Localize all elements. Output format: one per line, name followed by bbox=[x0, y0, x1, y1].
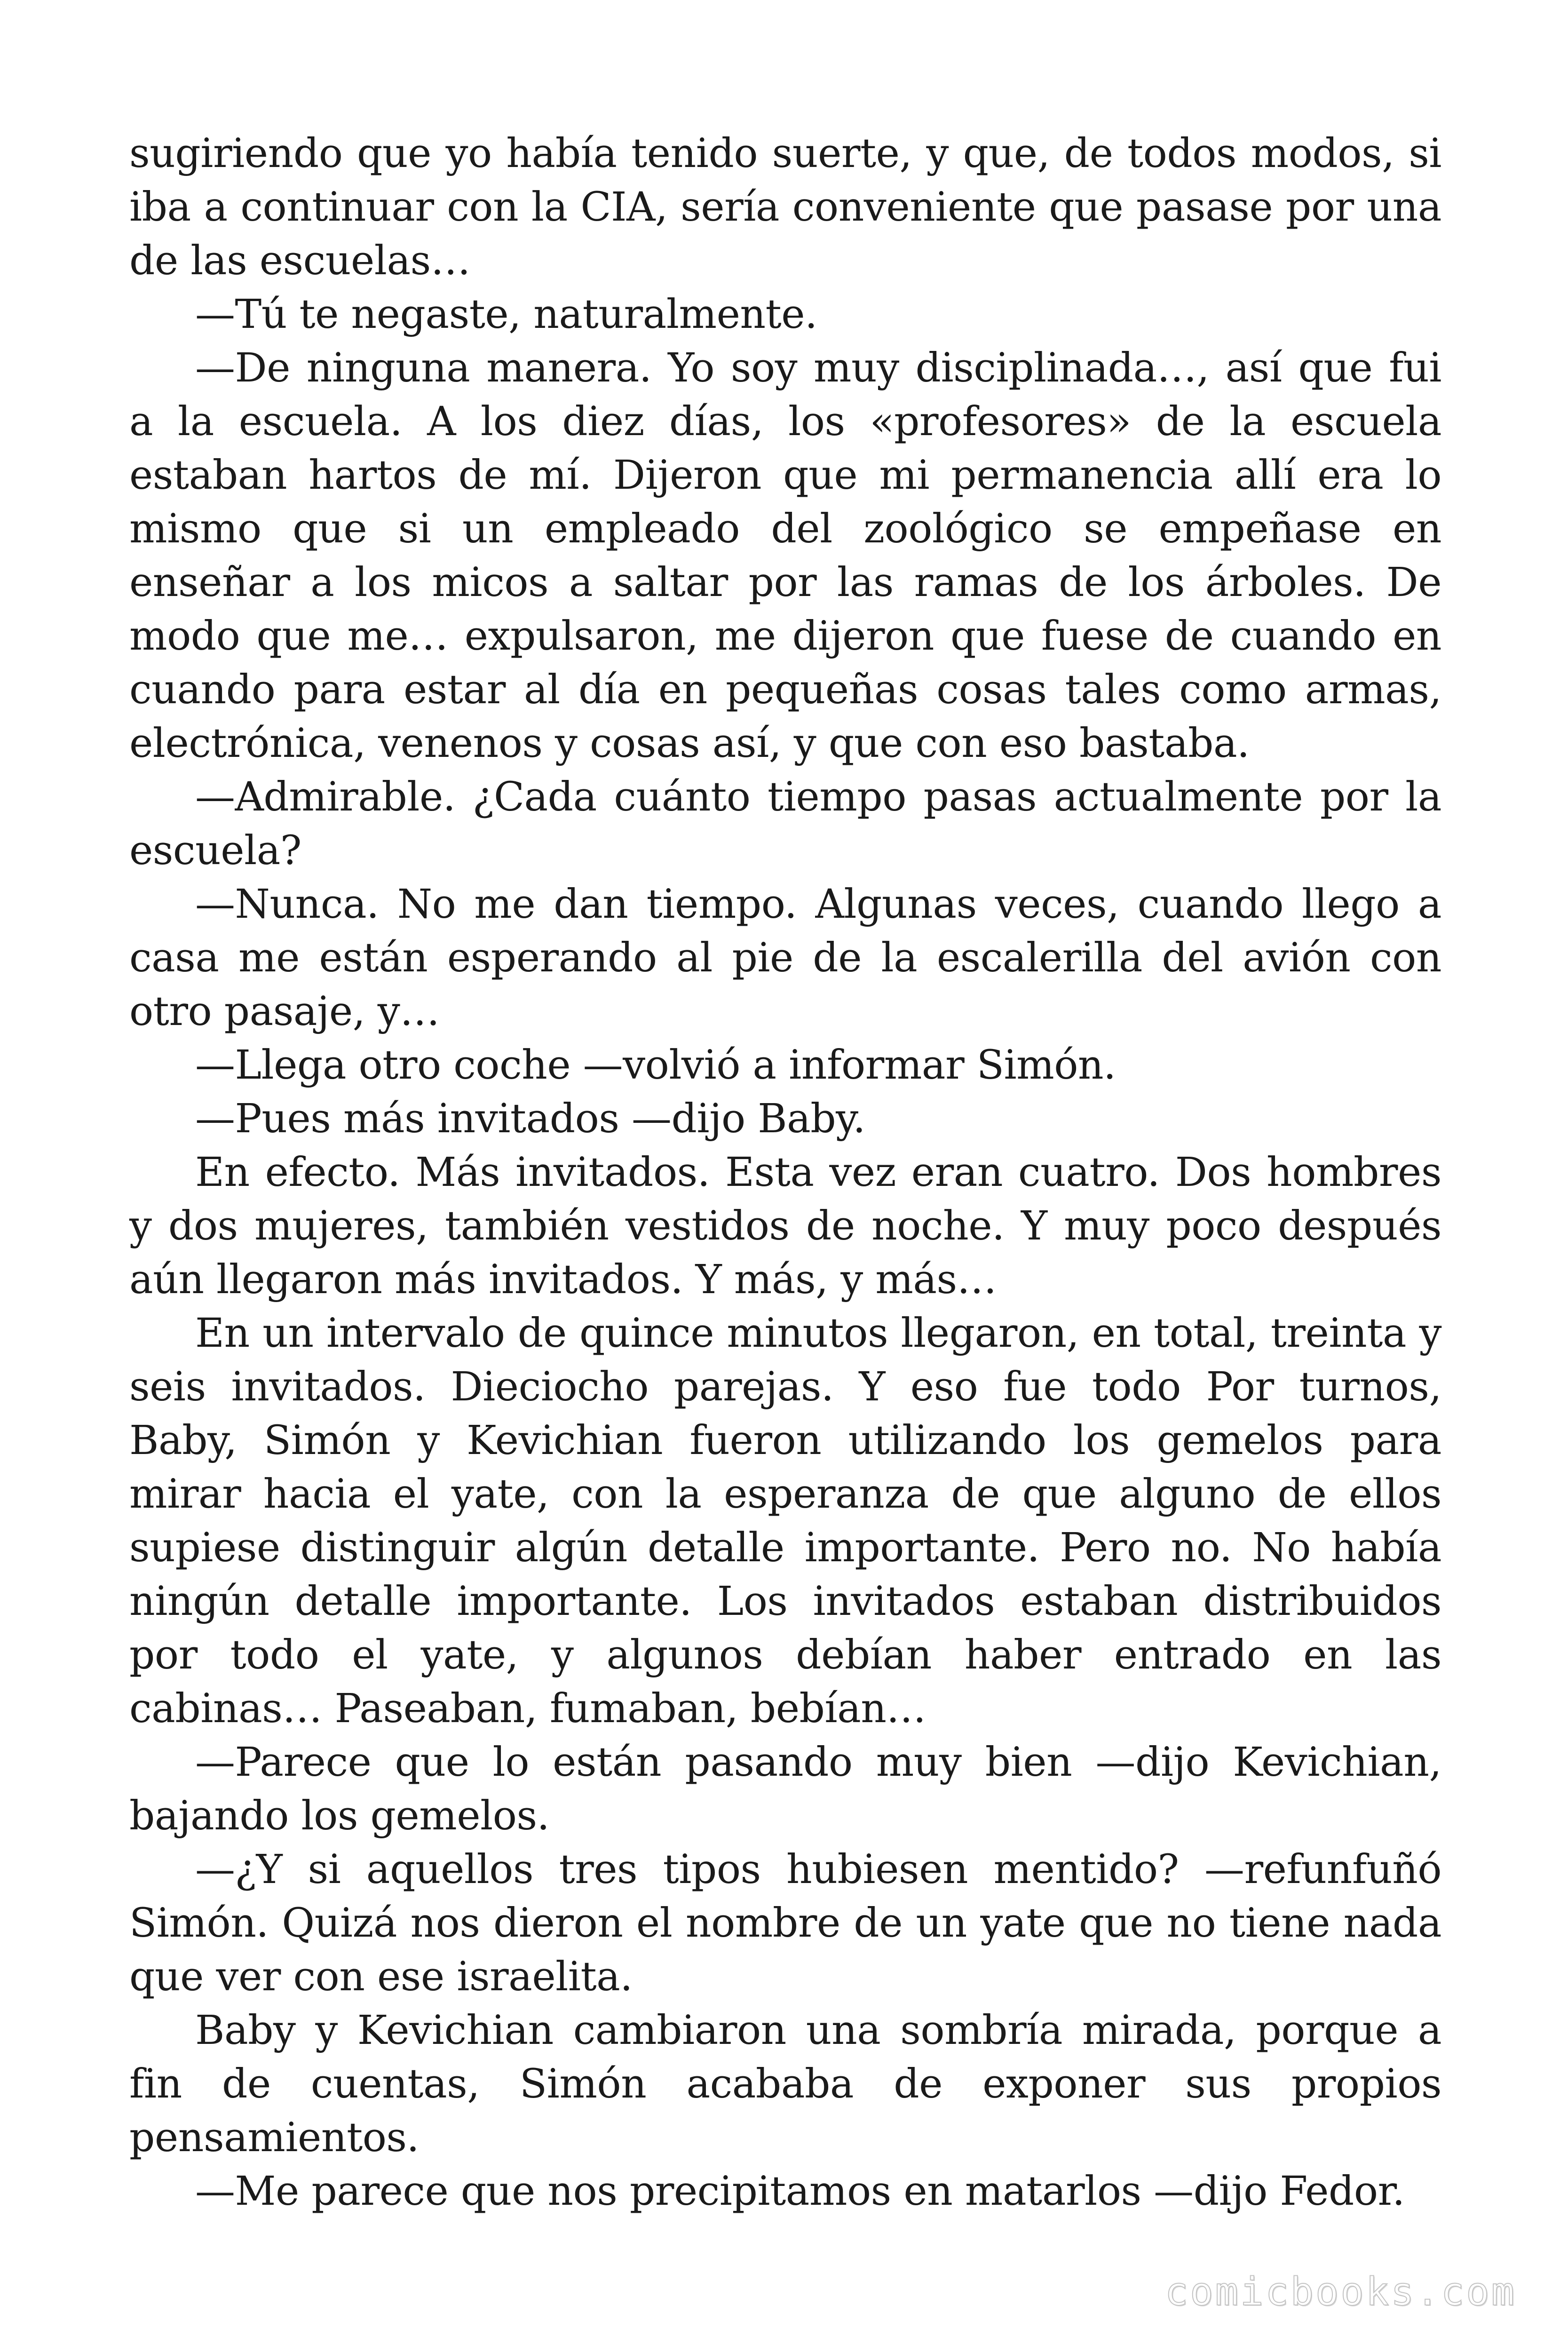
paragraph: —¿Y si aquellos tres tipos hubiesen mentido? —refunfuñó Simón. Quizá nos dieron el nombre de un yate que no tiene nada que ver con ese israelita. bbox=[129, 1846, 1441, 2000]
paragraph: En un intervalo de quince minutos llegaron, en total, treinta y seis invitados. Dieciocho parejas. Y eso fue todo Por turnos, Baby, Simón y Kevichian fueron utilizando los gemelos para mirar hacia el yate, con la esperanza de que alguno de ellos supiese distinguir algún detalle importante. Pero no. No había ningún detalle importante. Los invitados estaban distribuidos por todo el yate, y algunos debían haber entrado en las cabinas… Paseaban, fumaban, bebían… bbox=[129, 1310, 1441, 1732]
paragraph: —Admirable. ¿Cada cuánto tiempo pasas actualmente por la escuela? bbox=[129, 774, 1441, 874]
paragraph: —De ninguna manera. Yo soy muy disciplinada…, así que fui a la escuela. A los diez días, los «profesores» de la escuela estaban hartos de mí. Dijeron que mi permanencia allí era lo mismo que si un empleado del zoológico se empeñase en enseñar a los micos a saltar por las ramas de los árboles. De modo que me… expulsaron, me dijeron que fuese de cuando en cuando para estar al día en pequeñas cosas tales como armas, electrónica, venenos y cosas así, y que con eso bastaba. bbox=[129, 345, 1441, 767]
paragraph: sugiriendo que yo había tenido suerte, y que, de todos modos, si iba a continuar con la CIA, sería conveniente que pasase por una de las escuelas… bbox=[129, 130, 1441, 284]
paragraph: —Pues más invitados —dijo Baby. bbox=[195, 1096, 865, 1142]
paragraph: —Nunca. No me dan tiempo. Algunas veces, cuando llego a casa me están esperando al pie de la escalerilla del avión con otro pasaje, y… bbox=[129, 881, 1441, 1035]
book-page-text bbox=[129, 127, 1441, 2218]
paragraph: —Parece que lo están pasando muy bien —dijo Kevichian, bajando los gemelos. bbox=[129, 1739, 1441, 1839]
site-watermark: comicbooks.com bbox=[1164, 2270, 1516, 2314]
paragraph: —Me parece que nos precipitamos en matarlos —dijo Fedor. bbox=[195, 2168, 1405, 2215]
paragraph: —Tú te negaste, naturalmente. bbox=[195, 291, 817, 338]
paragraph: —Llega otro coche —volvió a informar Simón. bbox=[195, 1042, 1116, 1089]
paragraph: Baby y Kevichian cambiaron una sombría mirada, porque a fin de cuentas, Simón acababa de exponer sus propios pensamientos. bbox=[129, 2007, 1441, 2161]
paragraph: En efecto. Más invitados. Esta vez eran cuatro. Dos hombres y dos mujeres, también vestidos de noche. Y muy poco después aún llegaron más invitados. Y más, y más… bbox=[129, 1149, 1441, 1303]
